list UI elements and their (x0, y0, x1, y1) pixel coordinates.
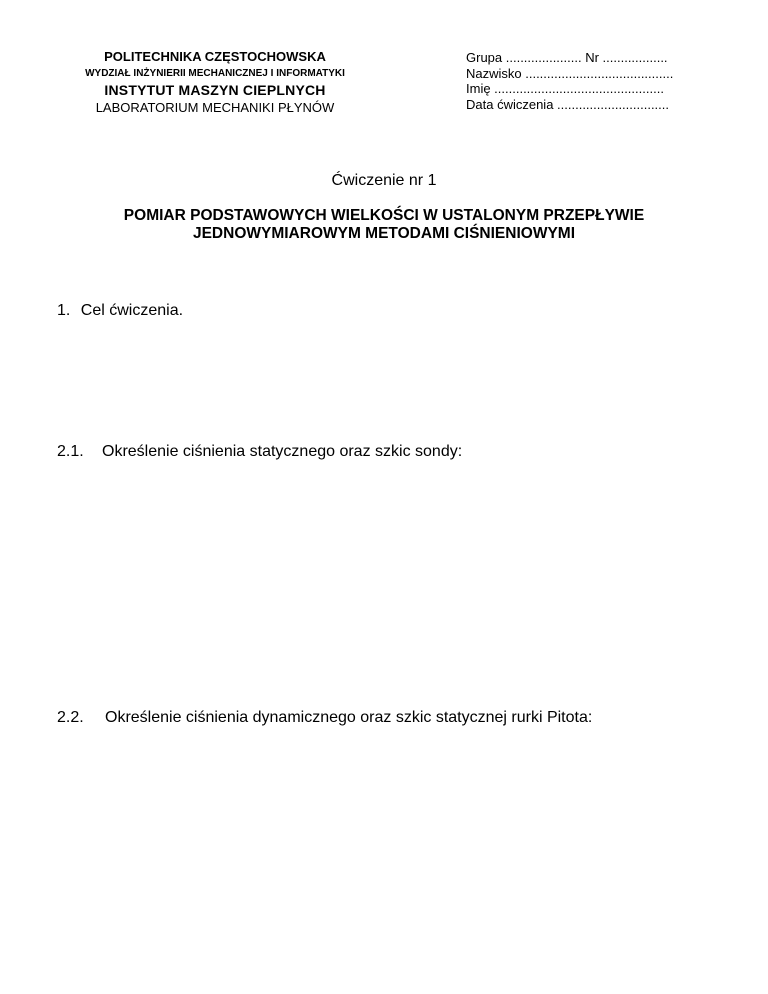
section-number: 2.2. (57, 709, 84, 726)
section-2-1 (57, 443, 463, 461)
faculty-name: WYDZIAŁ INŻYNIERII MECHANICZNEJ I INFORMATYKI (85, 68, 345, 79)
section-heading: Określenie ciśnienia statycznego oraz szkic sondy: (102, 443, 463, 460)
title-line-1: POMIAR PODSTAWOWYCH WIELKOŚCI W USTALONYM PRZEPŁYWIE (123, 207, 645, 224)
field-exercise-date: Data ćwiczenia ............................... (466, 96, 670, 112)
section-heading: Określenie ciśnienia dynamicznego oraz szkic statycznej rurki Pitota: (105, 709, 593, 726)
title-line-2: JEDNOWYMIAROWYM METODAMI CIŚNIENIOWYMI (192, 225, 576, 242)
exercise-number: Ćwiczenie nr 1 (331, 172, 437, 189)
header-fields (466, 50, 711, 112)
header-left (40, 48, 390, 116)
section-number: 1. (57, 302, 71, 319)
field-group-number: Grupa ..................... Nr .................. (466, 50, 668, 65)
section-number: 2.1. (57, 443, 84, 460)
field-first-name: Imię ............................................... (466, 81, 664, 96)
section-2-2 (57, 709, 593, 727)
section-1 (57, 302, 183, 320)
document-title (0, 207, 768, 243)
university-name: POLITECHNIKA CZĘSTOCHOWSKA (104, 49, 326, 64)
section-heading: Cel ćwiczenia. (80, 302, 184, 319)
field-surname: Nazwisko ......................................... (466, 65, 674, 81)
lab-name: LABORATORIUM MECHANIKI PŁYNÓW (95, 100, 335, 115)
institute-name: INSTYTUT MASZYN CIEPLNYCH (104, 82, 326, 98)
